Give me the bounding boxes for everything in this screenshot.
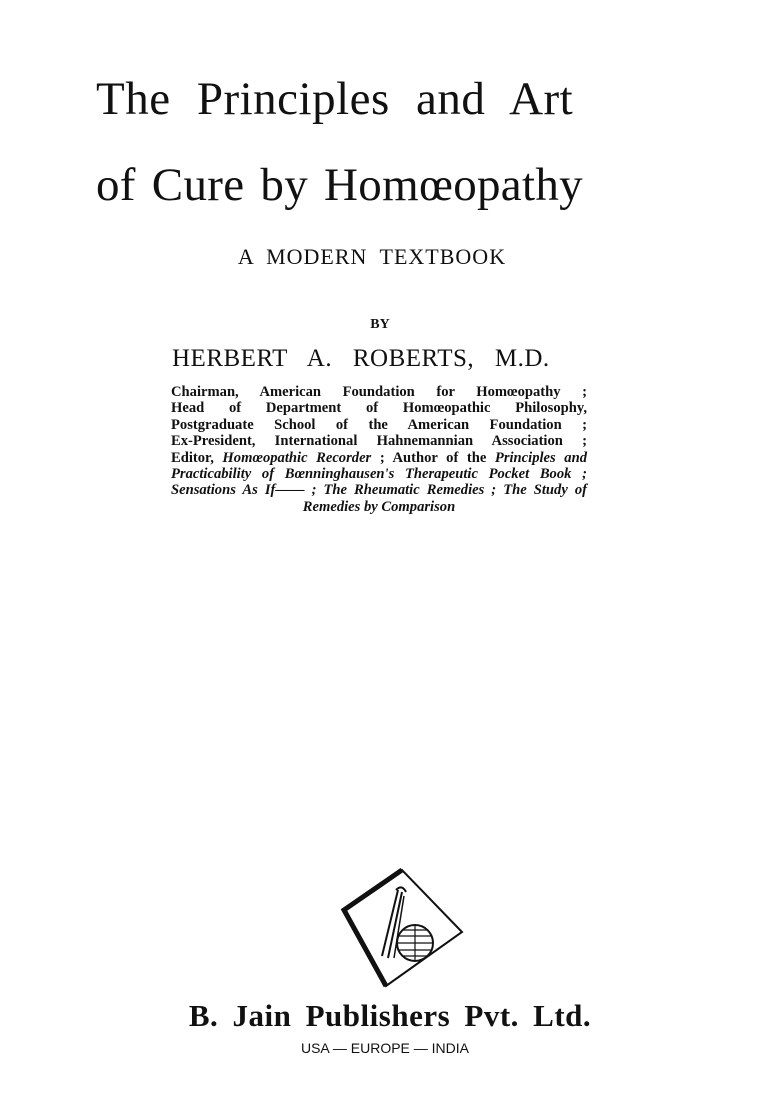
bio-line bbox=[171, 466, 587, 482]
publisher-name: B. Jain Publishers Pvt. Ltd. bbox=[188, 998, 592, 1033]
bio-line: Postgraduate School of the American Foundation ; bbox=[171, 416, 587, 433]
author-credentials bbox=[171, 384, 587, 515]
publisher-locations: USA — EUROPE — INDIA bbox=[300, 1040, 470, 1056]
bio-line bbox=[171, 482, 587, 498]
bio-text: ; Author of the bbox=[371, 449, 495, 466]
by-label: BY bbox=[370, 317, 390, 332]
publisher-globe-logo-icon bbox=[338, 868, 468, 988]
bio-line bbox=[171, 499, 587, 515]
subtitle bbox=[0, 244, 778, 270]
bio-line bbox=[171, 450, 587, 466]
subtitle-text: A MODERN TEXTBOOK bbox=[237, 244, 507, 269]
author-name: HERBERT A. ROBERTS, M.D. bbox=[172, 345, 550, 372]
bio-italic: Sensations As If—— ; The Rheumatic Remedies ; The Study of bbox=[171, 482, 587, 499]
bio-line: Head of Department of Homœopathic Philosophy, bbox=[171, 400, 587, 417]
title-line-2: of Cure by Homœopathy bbox=[96, 159, 583, 211]
bio-italic: Homœopathic Recorder bbox=[222, 449, 372, 466]
bio-italic: Principles and bbox=[494, 449, 587, 466]
bio-italic: Practicability of Bœnninghausen's Therapeutic Pocket Book ; bbox=[171, 466, 587, 483]
title-line-1: The Principles and Art bbox=[96, 73, 574, 125]
bio-line: Chairman, American Foundation for Homœopathy ; bbox=[171, 384, 587, 400]
bio-text: Editor, bbox=[171, 449, 223, 466]
bio-italic: Remedies by Comparison bbox=[302, 498, 456, 515]
bio-line: Ex-President, International Hahnemannian Association ; bbox=[171, 433, 587, 450]
